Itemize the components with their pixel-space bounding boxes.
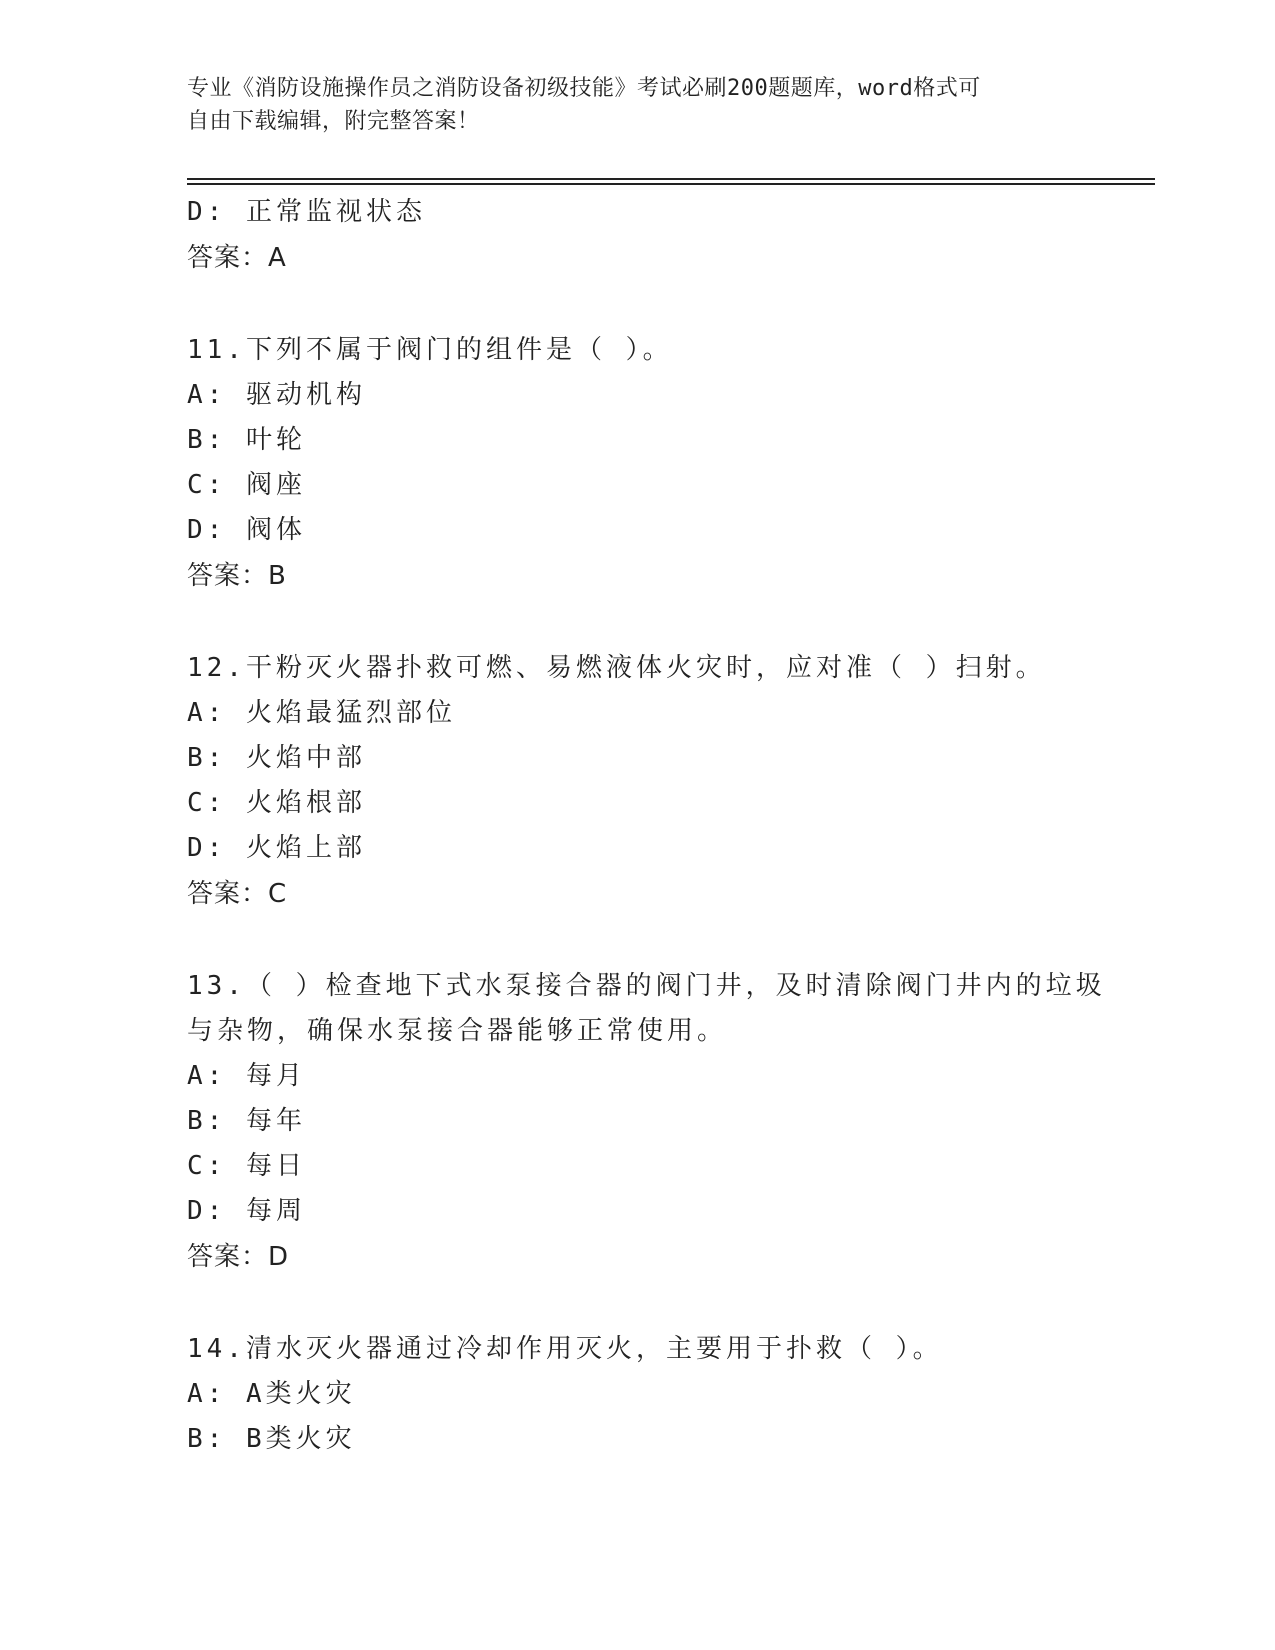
option-b: B: 火焰中部 <box>187 743 366 773</box>
question-13 <box>187 964 1107 1280</box>
option-c: C: 火焰根部 <box>187 788 366 818</box>
question-stem: 14.清水灭火器通过冷却作用灭火，主要用于扑救（ ）。 <box>187 1334 943 1364</box>
question-stem-line1: 13.（ ）检查地下式水泵接合器的阀门井，及时清除阀门井内的垃圾 <box>187 971 1106 1001</box>
option-c: C: 阀座 <box>187 470 306 500</box>
header-divider-top <box>187 178 1155 180</box>
option-b: B: 每年 <box>187 1106 306 1136</box>
prev-option-d: D: 正常监视状态 <box>187 197 426 227</box>
question-stem: 11.下列不属于阀门的组件是（ ）。 <box>187 335 673 365</box>
question-14 <box>187 1327 1107 1462</box>
question-list <box>187 190 1107 1462</box>
option-b: B: B类火灾 <box>187 1424 356 1454</box>
prev-answer: 答案：A <box>187 243 287 273</box>
header-title-line2: 自由下载编辑，附完整答案！ <box>187 109 480 134</box>
option-d: D: 每周 <box>187 1196 306 1226</box>
option-a: A: 每月 <box>187 1061 306 1091</box>
answer: 答案：D <box>187 1242 290 1272</box>
question-stem-line2: 与杂物，确保水泵接合器能够正常使用。 <box>187 1016 728 1046</box>
option-c: C: 每日 <box>187 1151 306 1181</box>
option-a: A: 驱动机构 <box>187 380 366 410</box>
question-12 <box>187 646 1107 917</box>
option-a: A: A类火灾 <box>187 1379 356 1409</box>
answer: 答案：C <box>187 879 288 909</box>
option-b: B: 叶轮 <box>187 425 306 455</box>
document-header <box>187 72 1067 138</box>
question-11 <box>187 328 1107 599</box>
option-d: D: 火焰上部 <box>187 833 366 863</box>
answer: 答案：B <box>187 561 287 591</box>
option-d: D: 阀体 <box>187 515 306 545</box>
option-a: A: 火焰最猛烈部位 <box>187 698 456 728</box>
header-divider-bottom <box>187 183 1155 185</box>
header-title-line1: 专业《消防设施操作员之消防设备初级技能》考试必刷200题题库，word格式可 <box>187 76 981 101</box>
question-stem: 12.干粉灭火器扑救可燃、易燃液体火灾时，应对准（ ）扫射。 <box>187 653 1046 683</box>
